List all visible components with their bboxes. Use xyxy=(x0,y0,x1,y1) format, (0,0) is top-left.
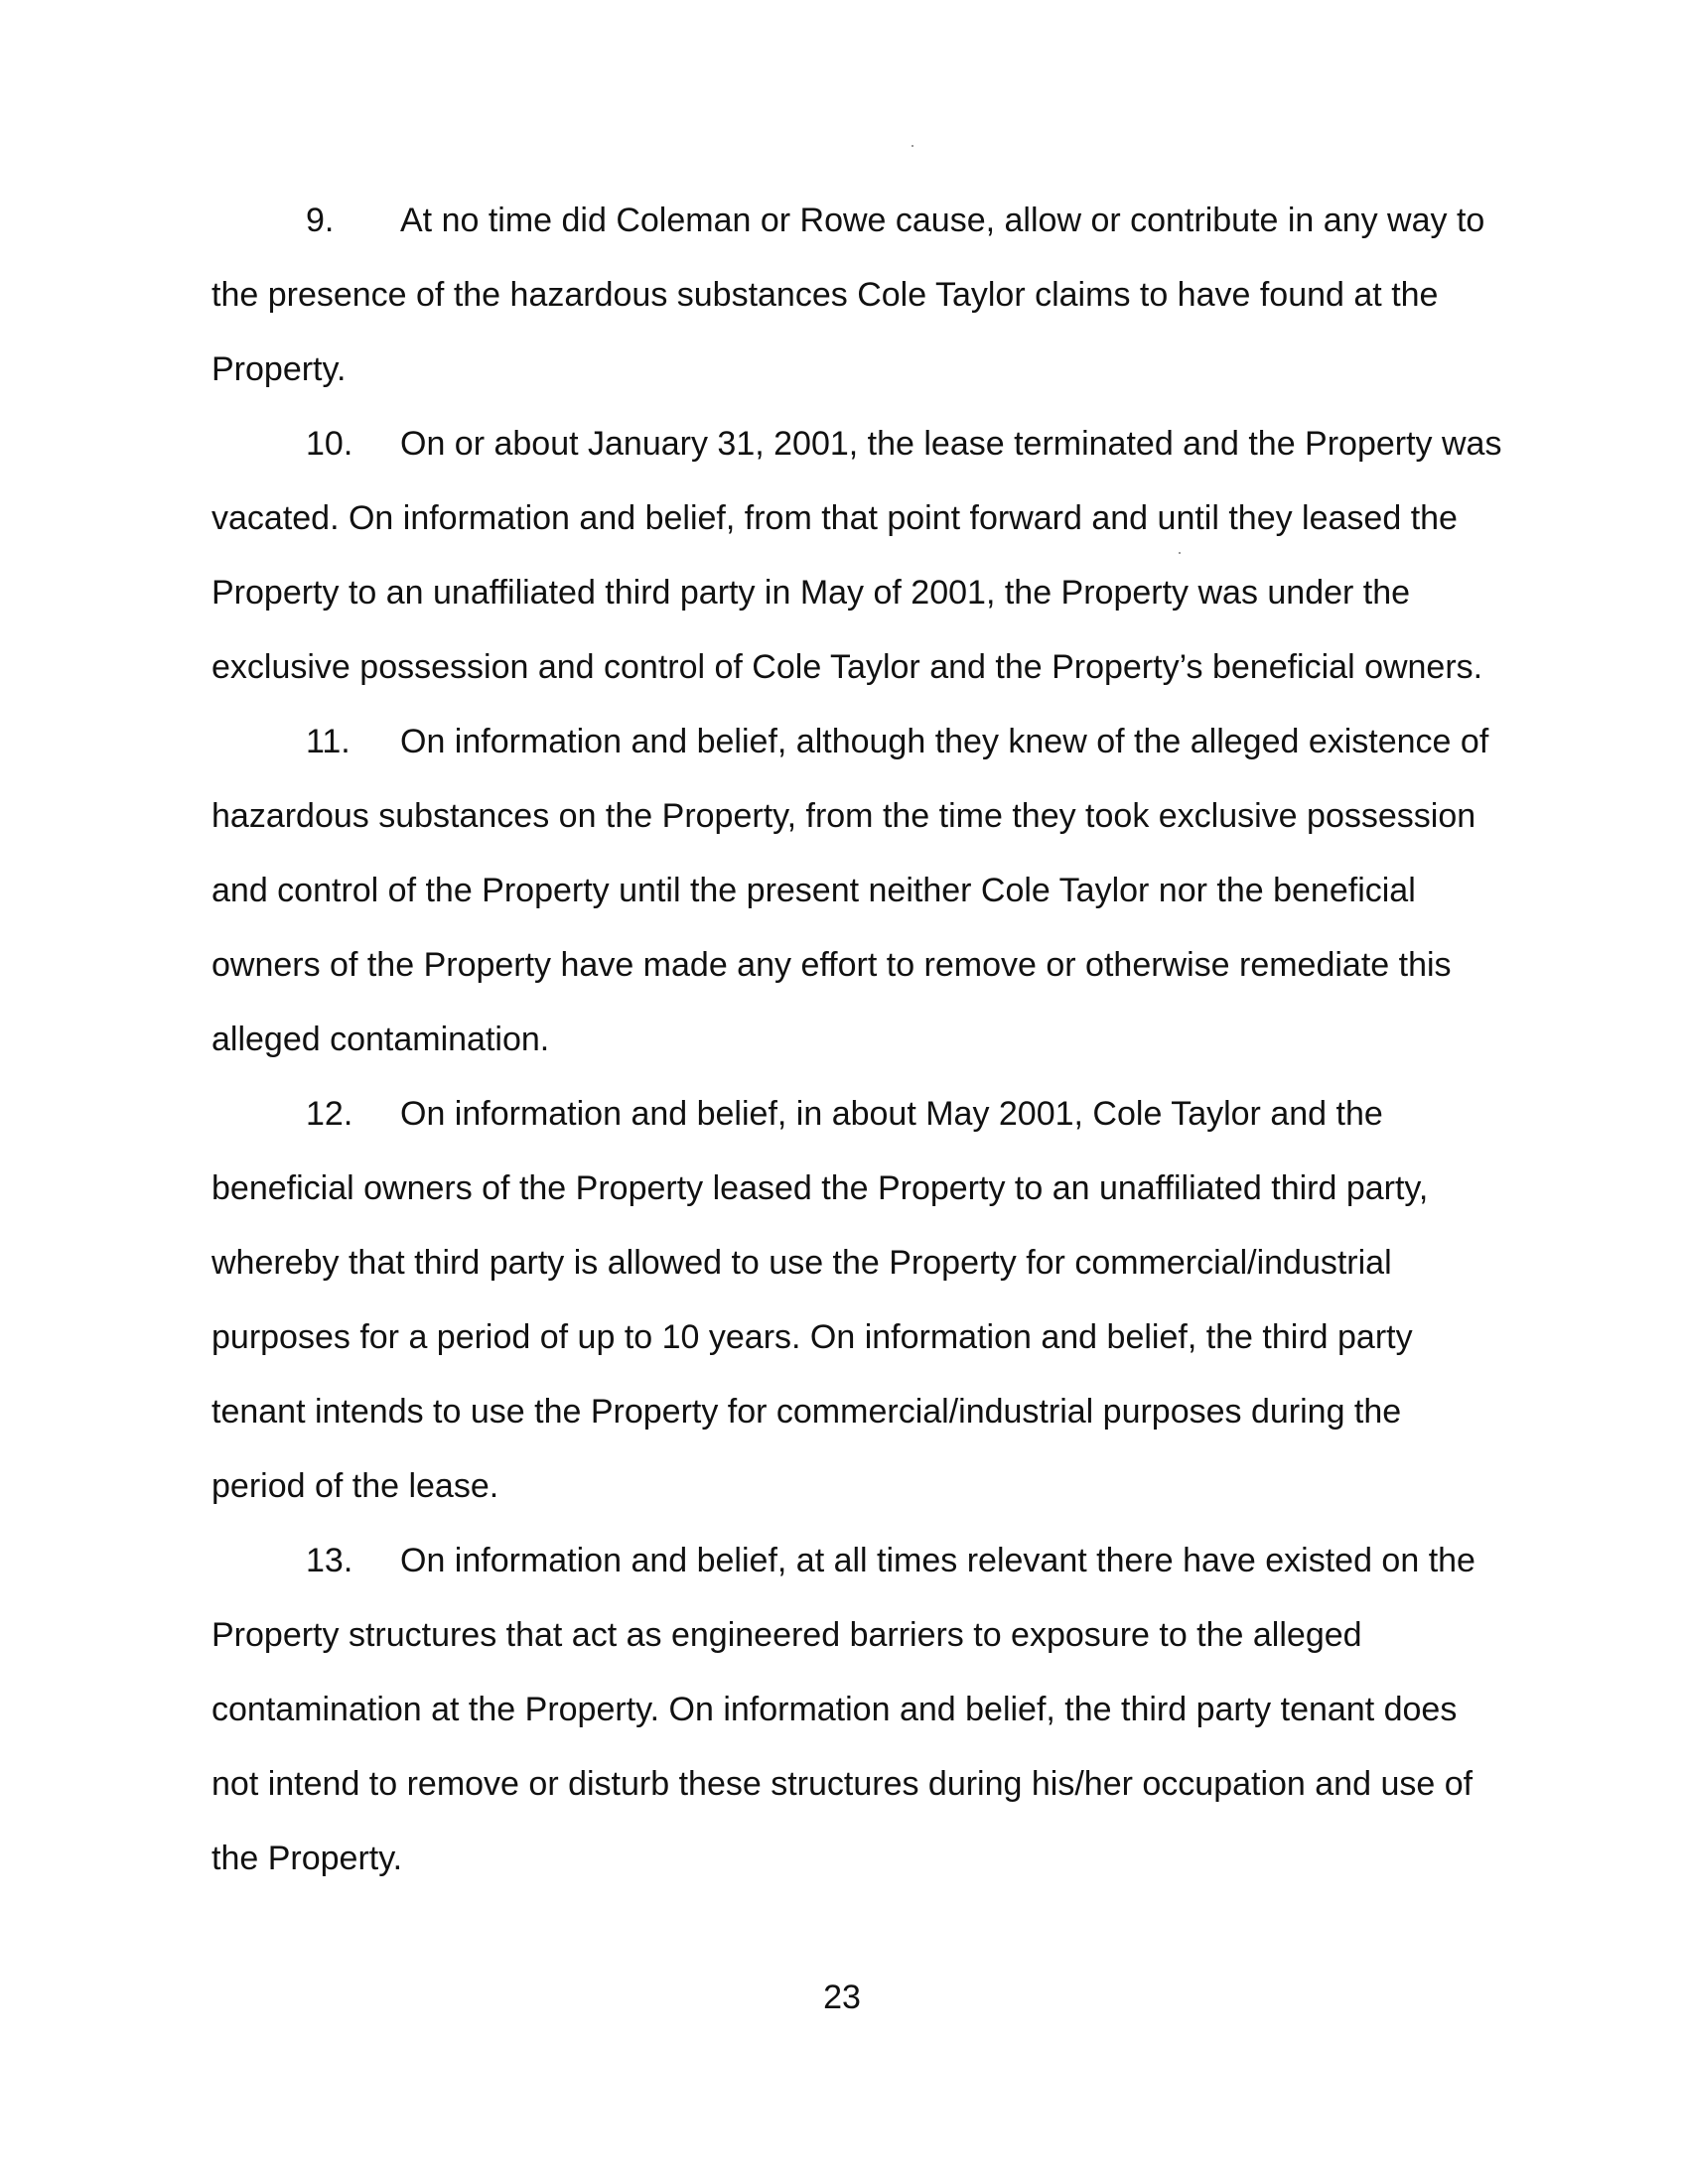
paragraph-10 xyxy=(211,407,1502,705)
document-body xyxy=(211,184,1502,1896)
scan-speck xyxy=(912,145,913,147)
paragraph-text: On information and belief, at all times relevant there have existed on the Property structures that act as engineered barriers to exposure to the alleged contamination at the Property. On information and belief, the third party tenant does not intend to remove or disturb these structures during his/her occupation and use of the Property. xyxy=(211,1542,1475,1877)
paragraph-9 xyxy=(211,184,1502,407)
paragraph-text: On information and belief, although they knew of the alleged existence of hazardous substances on the Property, from the time they took exclusive possession and control of the Property until the present neither Cole Taylor nor the beneficial owners of the Property have made any effort to remove or otherwise remediate this alleged contamination. xyxy=(211,723,1489,1058)
paragraph-number: 13. xyxy=(306,1542,353,1579)
paragraph-number: 9. xyxy=(306,202,335,239)
paragraph-13 xyxy=(211,1524,1502,1896)
paragraph-text: On or about January 31, 2001, the lease terminated and the Property was vacated. On information and belief, from that point forward and until they leased the Property to an unaffiliated third party in May of 2001, the Property was under the exclusive possession and control of Cole Taylor and the Property’s beneficial owners. xyxy=(211,425,1502,686)
paragraph-text: On information and belief, in about May 2001, Cole Taylor and the beneficial owners of the Property leased the Property to an unaffiliated third party, whereby that third party is allowed to use the Property for commercial/industrial purposes for a period of up to 10 years. On information and belief, the third party tenant intends to use the Property for commercial/industrial purposes during the period of the lease. xyxy=(211,1095,1429,1505)
paragraph-text: At no time did Coleman or Rowe cause, allow or contribute in any way to the presence of the hazardous substances Cole Taylor claims to have found at the Property. xyxy=(211,202,1485,388)
paragraph-number: 12. xyxy=(306,1095,353,1133)
paragraph-12 xyxy=(211,1077,1502,1524)
page-number: 23 xyxy=(823,1979,861,2016)
paragraph-number: 11. xyxy=(306,723,351,760)
paragraph-number: 10. xyxy=(306,425,353,463)
paragraph-11 xyxy=(211,705,1502,1077)
